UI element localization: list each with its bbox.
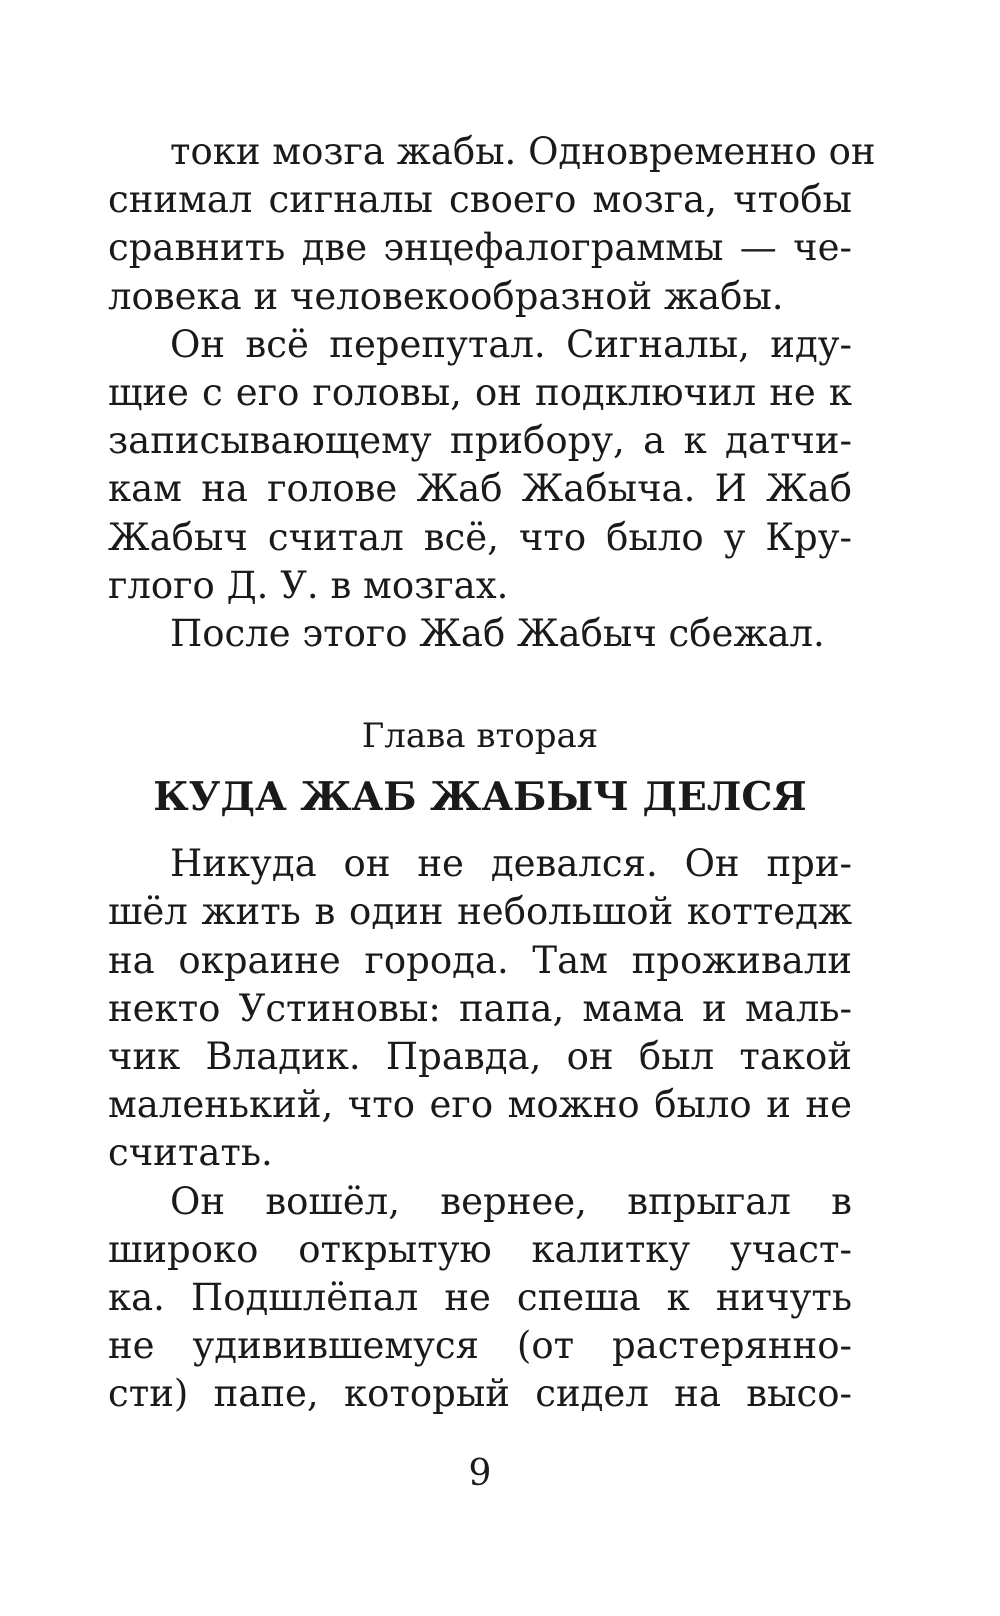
chapter-label: Глава вторая [361, 716, 599, 757]
paragraph [108, 610, 852, 658]
text-line: После этого Жаб Жабыч сбежал. [170, 612, 825, 656]
text-line: сравнить две энцефалограммы — че- [108, 226, 852, 270]
page-body [108, 128, 876, 1419]
paragraph [108, 1178, 852, 1419]
text-line: ловека и человекообразной жабы. [108, 274, 784, 318]
text-line: ка. Подшлёпал не спеша к ничуть [108, 1276, 852, 1320]
text-line: некто Устиновы: папа, мама и маль- [108, 986, 852, 1030]
text-line: кам на голове Жаб Жабыча. И Жаб [108, 467, 852, 511]
paragraph [108, 840, 852, 1177]
text-line: сти) папе, который сидел на высо- [108, 1372, 852, 1416]
text-line: записывающему прибору, а к датчи- [108, 419, 852, 463]
paragraph [108, 128, 876, 321]
text-line: широко открытую калитку участ- [108, 1227, 852, 1271]
text-line: снимал сигналы своего мозга, чтобы [108, 178, 852, 222]
intro-text [108, 128, 876, 658]
chapter-text [108, 840, 852, 1418]
text-line: маленький, что его можно было и не [108, 1083, 852, 1127]
text-line: чик Владик. Правда, он был такой [108, 1035, 852, 1079]
paragraph [108, 321, 852, 610]
text-line: считать. [108, 1131, 273, 1175]
text-line: щие с его головы, он подключил не к [108, 371, 852, 415]
text-line: Жабыч считал всё, что было у Кру- [108, 515, 852, 559]
page-number: 9 [468, 1453, 492, 1494]
text-line: не удивившемуся (от растерянно- [108, 1324, 852, 1368]
chapter-title: КУДА ЖАБ ЖАБЫЧ ДЕЛСЯ [153, 774, 807, 821]
text-line: токи мозга жабы. Одновременно он [170, 130, 876, 173]
text-line: Он всё перепутал. Сигналы, иду- [170, 322, 852, 366]
text-line: Он вошёл, вернее, впрыгал в [170, 1179, 852, 1223]
text-line: глого Д. У. в мозгах. [108, 563, 509, 607]
text-line: Никуда он не девался. Он при- [170, 842, 852, 886]
text-line: на окраине города. Там проживали [108, 938, 852, 982]
text-line: шёл жить в один небольшой коттедж [108, 890, 852, 934]
